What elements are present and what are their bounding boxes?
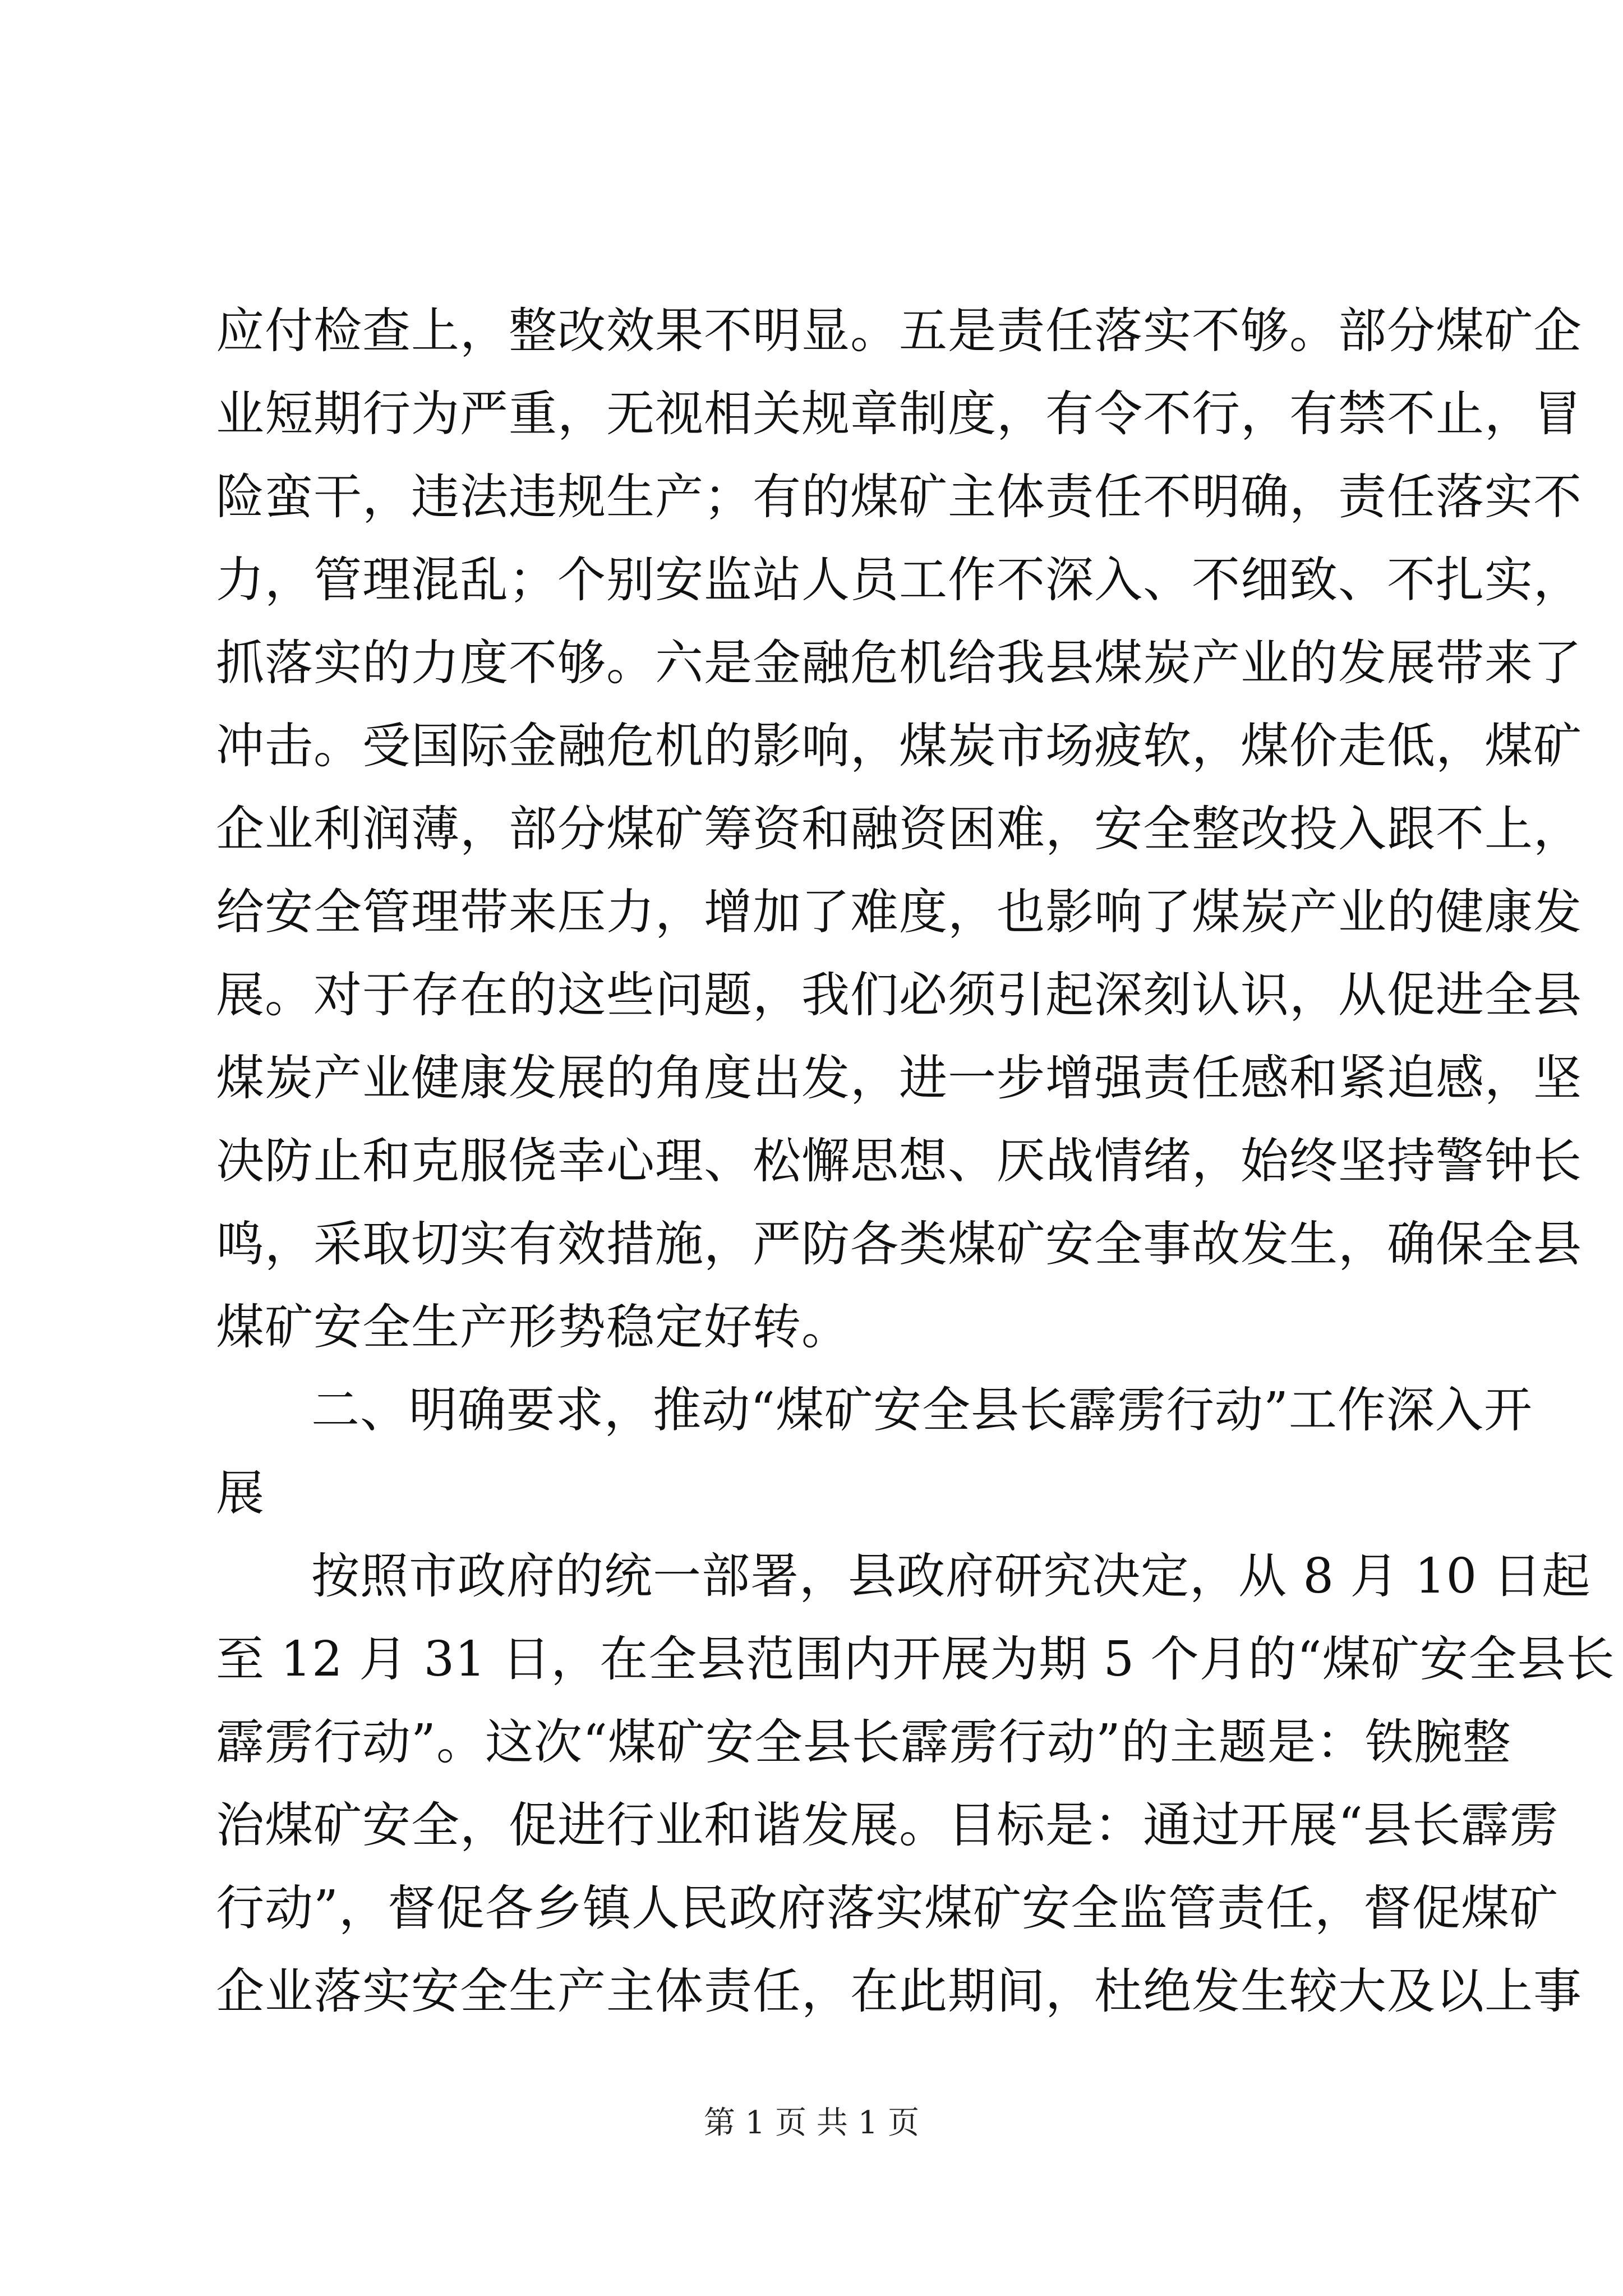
text-line: 抓落实的力度不够。六是金融危机给我县煤炭产业的发展带来了 xyxy=(216,635,1582,691)
text-line: 煤炭产业健康发展的角度出发，进一步增强责任感和紧迫感，坚 xyxy=(216,1050,1582,1106)
text-line: 煤矿安全生产形势稳定好转。 xyxy=(216,1299,850,1355)
section-heading: 二、明确要求，推动“煤矿安全县长霹雳行动”工作深入开 xyxy=(311,1382,1533,1438)
text-line: 企业落实安全生产主体责任，在此期间，杜绝发生较大及以上事 xyxy=(216,1963,1582,2019)
text-line: 险蛮干，违法违规生产；有的煤矿主体责任不明确，责任落实不 xyxy=(216,469,1582,525)
text-line: 行动”，督促各乡镇人民政府落实煤矿安全监管责任，督促煤矿 xyxy=(216,1880,1559,1936)
text-line: 冲击。受国际金融危机的影响，煤炭市场疲软，煤价走低，煤矿 xyxy=(216,718,1582,774)
text-line: 鸣，采取切实有效措施，严防各类煤矿安全事故发生，确保全县 xyxy=(216,1216,1582,1272)
text-line: 治煤矿安全，促进行业和谐发展。目标是：通过开展“县长霹雳 xyxy=(216,1797,1559,1853)
text-line: 至 12 月 31 日，在全县范围内开展为期 5 个月的“煤矿安全县长 xyxy=(216,1631,1615,1687)
text-line: 决防止和克服侥幸心理、松懈思想、厌战情绪，始终坚持警钟长 xyxy=(216,1133,1582,1189)
text-line: 展。对于存在的这些问题，我们必须引起深刻认识，从促进全县 xyxy=(216,967,1582,1023)
text-line: 力，管理混乱；个别安监站人员工作不深入、不细致、不扎实， xyxy=(216,552,1582,608)
page-footer: 第 1 页 共 1 页 xyxy=(703,2105,920,2141)
section-heading-continuation: 展 xyxy=(216,1465,265,1521)
text-line: 按照市政府的统一部署，县政府研究决定，从 8 月 10 日起 xyxy=(311,1548,1591,1604)
text-line: 给安全管理带来压力，增加了难度，也影响了煤炭产业的健康发 xyxy=(216,884,1582,940)
text-line: 业短期行为严重，无视相关规章制度，有令不行，有禁不止，冒 xyxy=(216,386,1582,442)
text-line: 企业利润薄，部分煤矿筹资和融资困难，安全整改投入跟不上， xyxy=(216,801,1582,857)
text-line: 应付检查上，整改效果不明显。五是责任落实不够。部分煤矿企 xyxy=(216,303,1582,359)
text-line: 霹雳行动”。这次“煤矿安全县长霹雳行动”的主题是：铁腕整 xyxy=(216,1714,1511,1770)
